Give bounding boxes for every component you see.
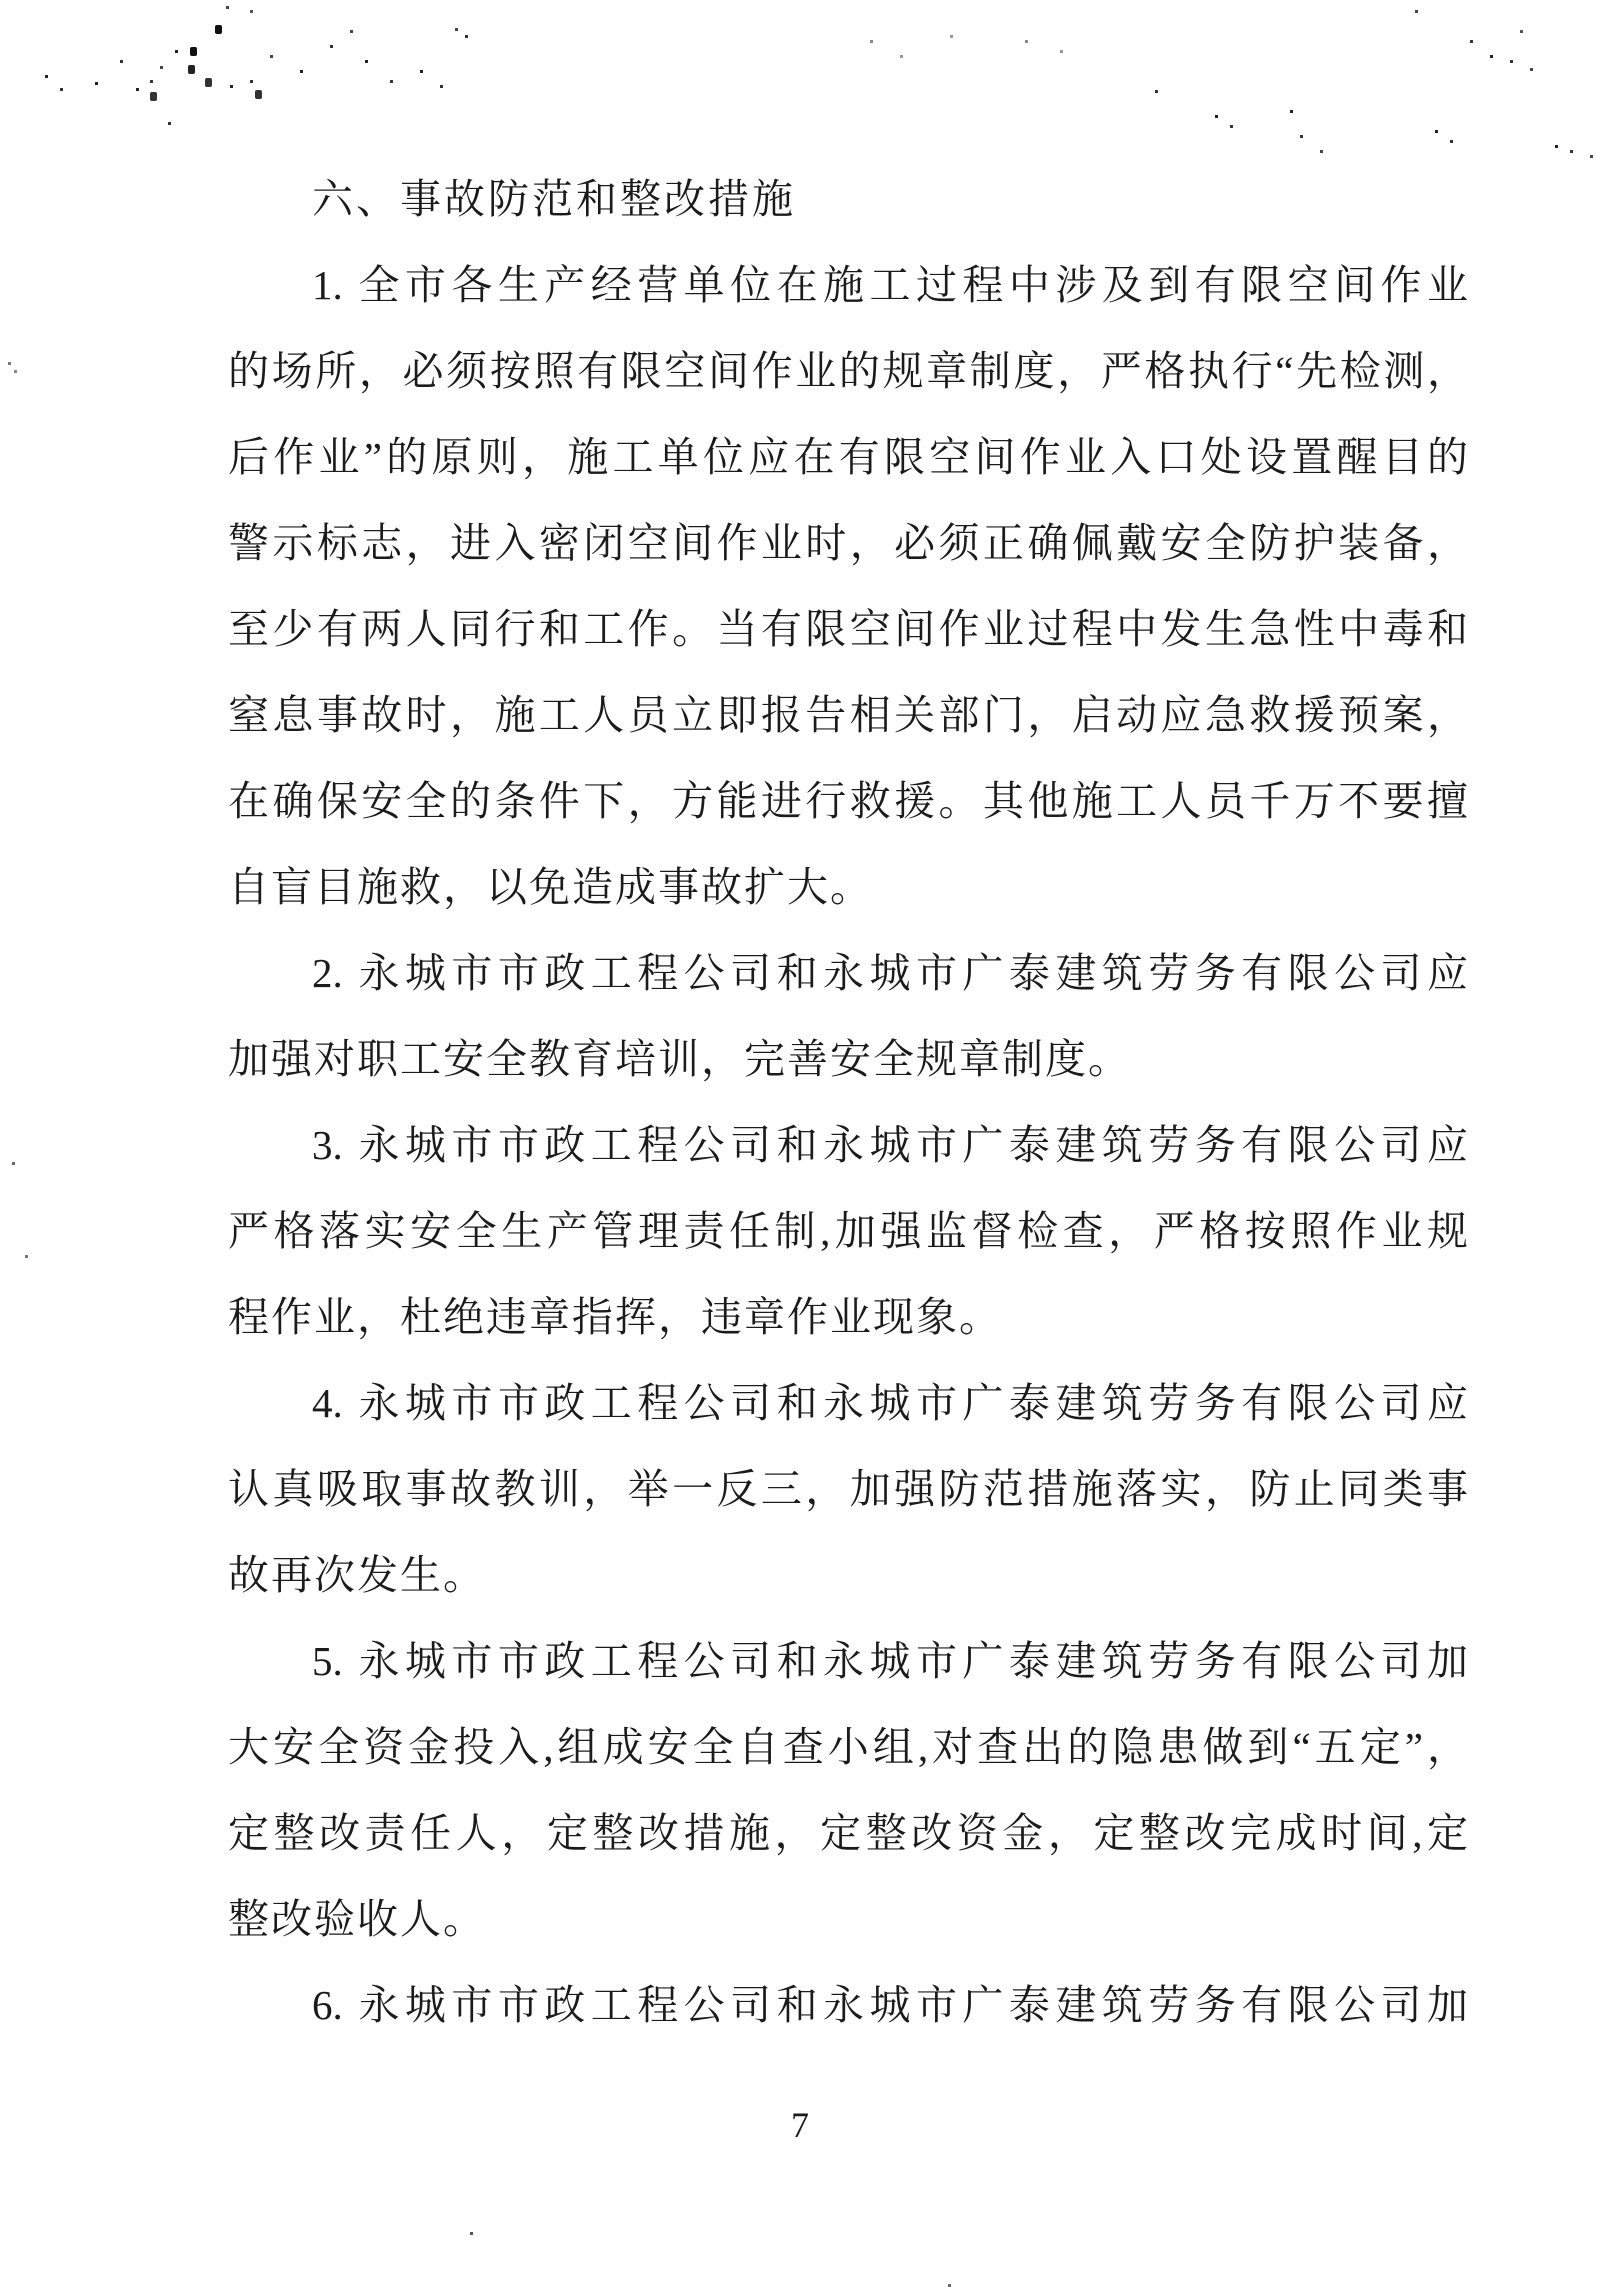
text-line: 大安全资金投入,组成安全自查小组,对查出的隐患做到“五定”， <box>228 1724 1468 1770</box>
text-line: 5. 永城市市政工程公司和永城市广泰建筑劳务有限公司加 <box>312 1638 1468 1684</box>
text-line: 程作业，杜绝违章指挥，违章作业现象。 <box>228 1294 1002 1340</box>
text-line: 3. 永城市市政工程公司和永城市广泰建筑劳务有限公司应 <box>312 1122 1468 1168</box>
scan-noise-blobs <box>0 0 7 9</box>
text-line: 6. 永城市市政工程公司和永城市广泰建筑劳务有限公司加 <box>312 1982 1468 2028</box>
text-line: 认真吸取事故教训，举一反三，加强防范措施落实，防止同类事 <box>228 1466 1468 1512</box>
text-line: 警示标志，进入密闭空间作业时，必须正确佩戴安全防护装备， <box>228 520 1468 566</box>
body-text-lines <box>228 242 1468 2048</box>
text-line: 整改验收人。 <box>228 1896 486 1942</box>
text-line: 严格落实安全生产管理责任制,加强监督检查，严格按照作业规 <box>228 1208 1468 1254</box>
text-line: 后作业”的原则，施工单位应在有限空间作业入口处设置醒目的 <box>228 434 1468 480</box>
page-number: 7 <box>791 2105 809 2145</box>
text-line: 加强对职工安全教育培训，完善安全规章制度。 <box>228 1036 1131 1082</box>
text-line: 在确保安全的条件下，方能进行救援。其他施工人员千万不要擅 <box>228 778 1468 824</box>
text-line: 窒息事故时，施工人员立即报告相关部门，启动应急救援预案， <box>228 692 1468 738</box>
text-line: 自盲目施救，以免造成事故扩大。 <box>228 864 873 910</box>
text-line: 4. 永城市市政工程公司和永城市广泰建筑劳务有限公司应 <box>312 1380 1468 1426</box>
text-line: 故再次发生。 <box>228 1552 486 1598</box>
text-line: 定整改责任人，定整改措施，定整改资金，定整改完成时间,定 <box>228 1810 1468 1856</box>
document-body <box>228 156 1468 2048</box>
text-line: 的场所，必须按照有限空间作业的规章制度，严格执行“先检测， <box>228 348 1468 394</box>
section-heading: 六、事故防范和整改措施 <box>312 176 796 222</box>
text-line: 1. 全市各生产经营单位在施工过程中涉及到有限空间作业 <box>312 262 1468 308</box>
text-line: 2. 永城市市政工程公司和永城市广泰建筑劳务有限公司应 <box>312 950 1468 996</box>
text-line: 至少有两人同行和工作。当有限空间作业过程中发生急性中毒和 <box>228 606 1468 652</box>
